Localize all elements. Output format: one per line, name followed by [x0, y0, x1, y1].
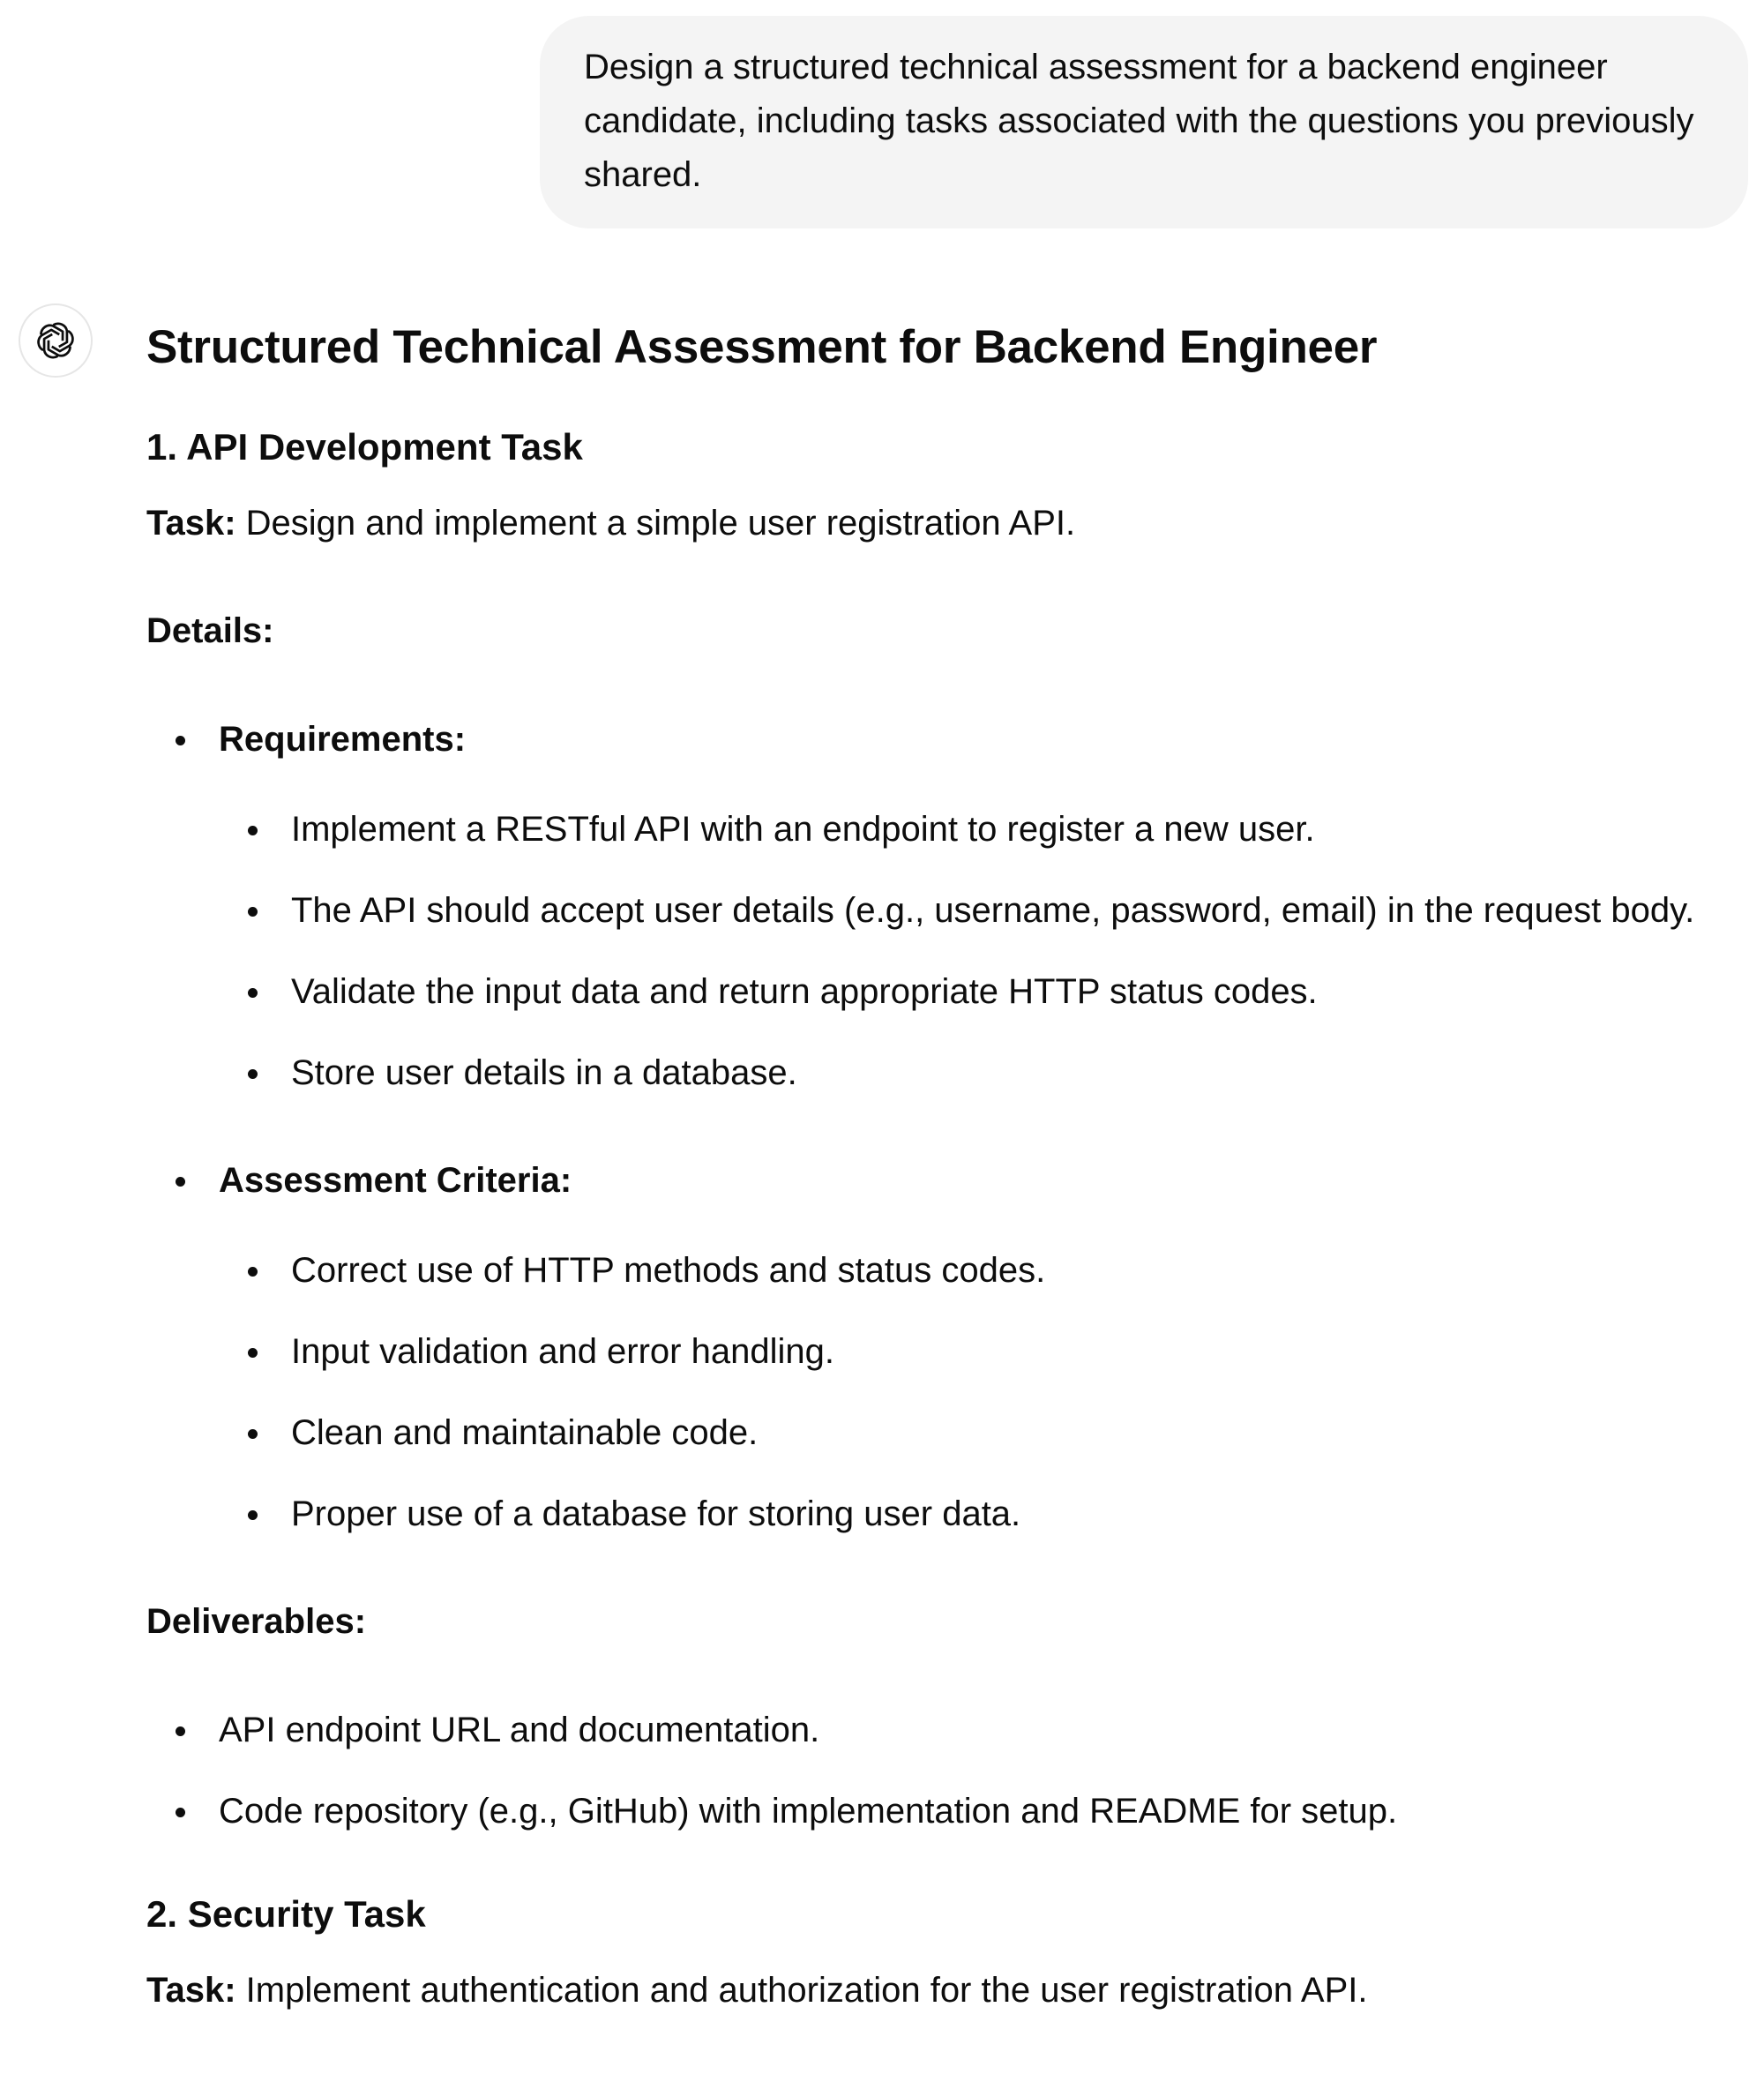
criteria-item: Proper use of a database for storing user data.	[291, 1494, 1021, 1533]
criteria-label: Assessment Criteria:	[219, 1161, 572, 1200]
user-message-bubble	[540, 16, 1748, 228]
section-2-task	[146, 1966, 1368, 2014]
section-2-heading: 2. Security Task	[146, 1893, 426, 1935]
deliverables-label: Deliverables:	[146, 1602, 367, 1641]
deliverable-item: Code repository (e.g., GitHub) with implementation and README for setup.	[219, 1792, 1398, 1831]
bullet	[248, 1348, 258, 1358]
bullet	[176, 1177, 185, 1187]
section-1-heading: 1. API Development Task	[146, 426, 583, 468]
bullet	[248, 907, 258, 917]
task-label: Task:	[146, 504, 236, 543]
bullet	[176, 1808, 185, 1817]
details-label: Details:	[146, 611, 274, 650]
bullet	[248, 826, 258, 835]
bullet	[248, 1510, 258, 1520]
requirement-item: The API should accept user details (e.g., username, password, email) in the request body.	[291, 891, 1695, 930]
bullet	[248, 1267, 258, 1277]
openai-logo-icon	[34, 318, 78, 363]
requirement-item: Implement a RESTful API with an endpoint to register a new user.	[291, 810, 1315, 849]
bullet	[176, 1726, 185, 1736]
assistant-avatar	[19, 303, 93, 378]
bullet	[248, 988, 258, 998]
deliverable-item: API endpoint URL and documentation.	[219, 1711, 820, 1749]
task-label: Task:	[146, 1971, 236, 2010]
criteria-item: Clean and maintainable code.	[291, 1413, 759, 1452]
user-message-text: Design a structured technical assessment for a backend engineer candidate, including tasks associated with the questions you previously shared.	[584, 48, 1694, 194]
bullet	[248, 1069, 258, 1079]
task-text: Implement authentication and authorization for the user registration API.	[235, 1971, 1368, 2010]
requirement-item: Store user details in a database.	[291, 1053, 797, 1092]
criteria-item: Input validation and error handling.	[291, 1332, 834, 1371]
bullet	[176, 736, 185, 745]
response-title: Structured Technical Assessment for Backend Engineer	[146, 321, 1378, 373]
requirements-label: Requirements:	[219, 720, 467, 759]
requirement-item: Validate the input data and return appropriate HTTP status codes.	[291, 972, 1318, 1011]
section-1-task	[146, 499, 1075, 547]
criteria-item: Correct use of HTTP methods and status codes.	[291, 1251, 1046, 1290]
task-text: Design and implement a simple user registration API.	[235, 504, 1076, 543]
bullet	[248, 1429, 258, 1439]
